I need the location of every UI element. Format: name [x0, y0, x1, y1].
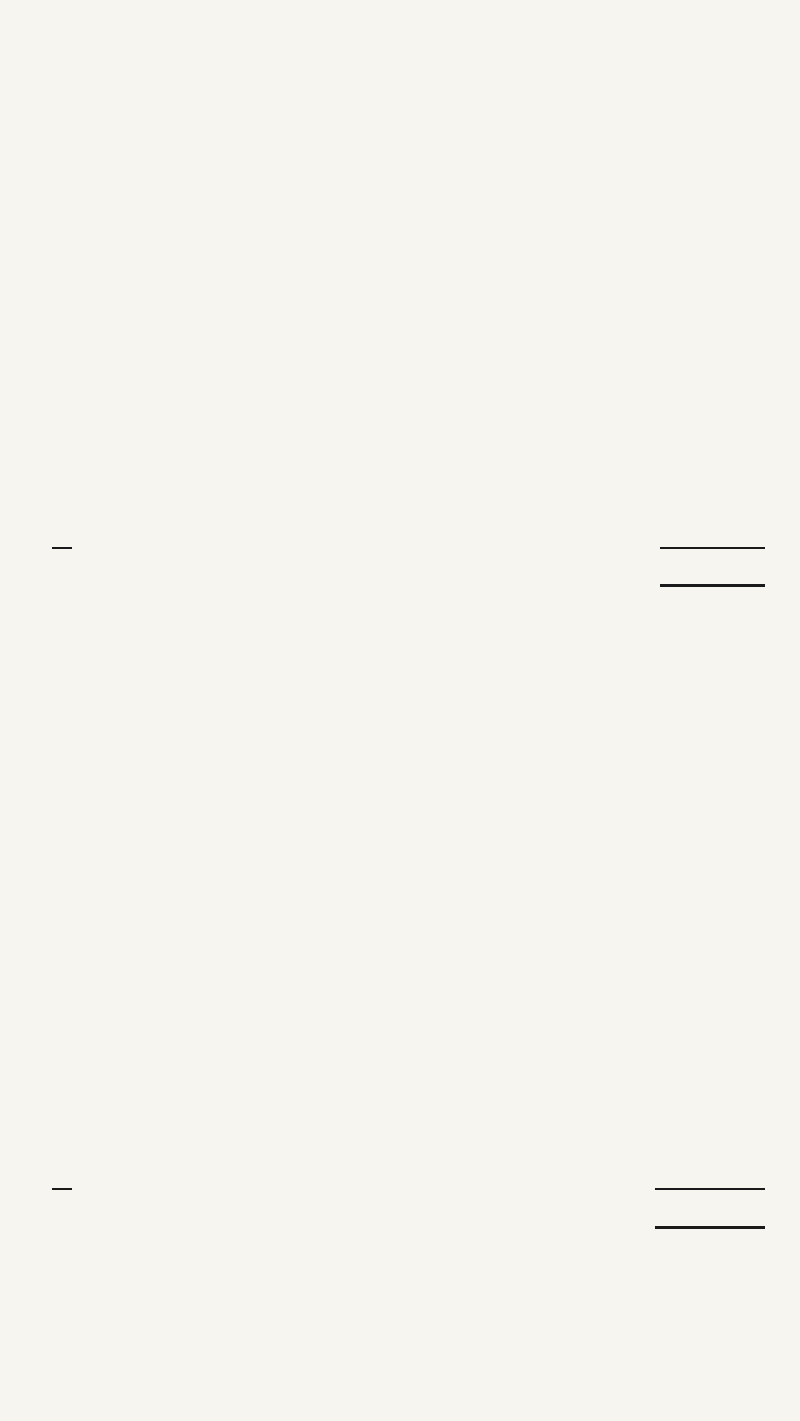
- servants-total-rule: [655, 1188, 765, 1190]
- officers-total-rule: [660, 547, 765, 549]
- officers-count-rule: [52, 547, 72, 549]
- servants-double-rule: [655, 1226, 765, 1229]
- servants-count-rule: [52, 1188, 72, 1190]
- servants-total-row: [0, 1196, 800, 1222]
- officers-total-row: [0, 554, 800, 580]
- officers-double-rule: [660, 584, 765, 587]
